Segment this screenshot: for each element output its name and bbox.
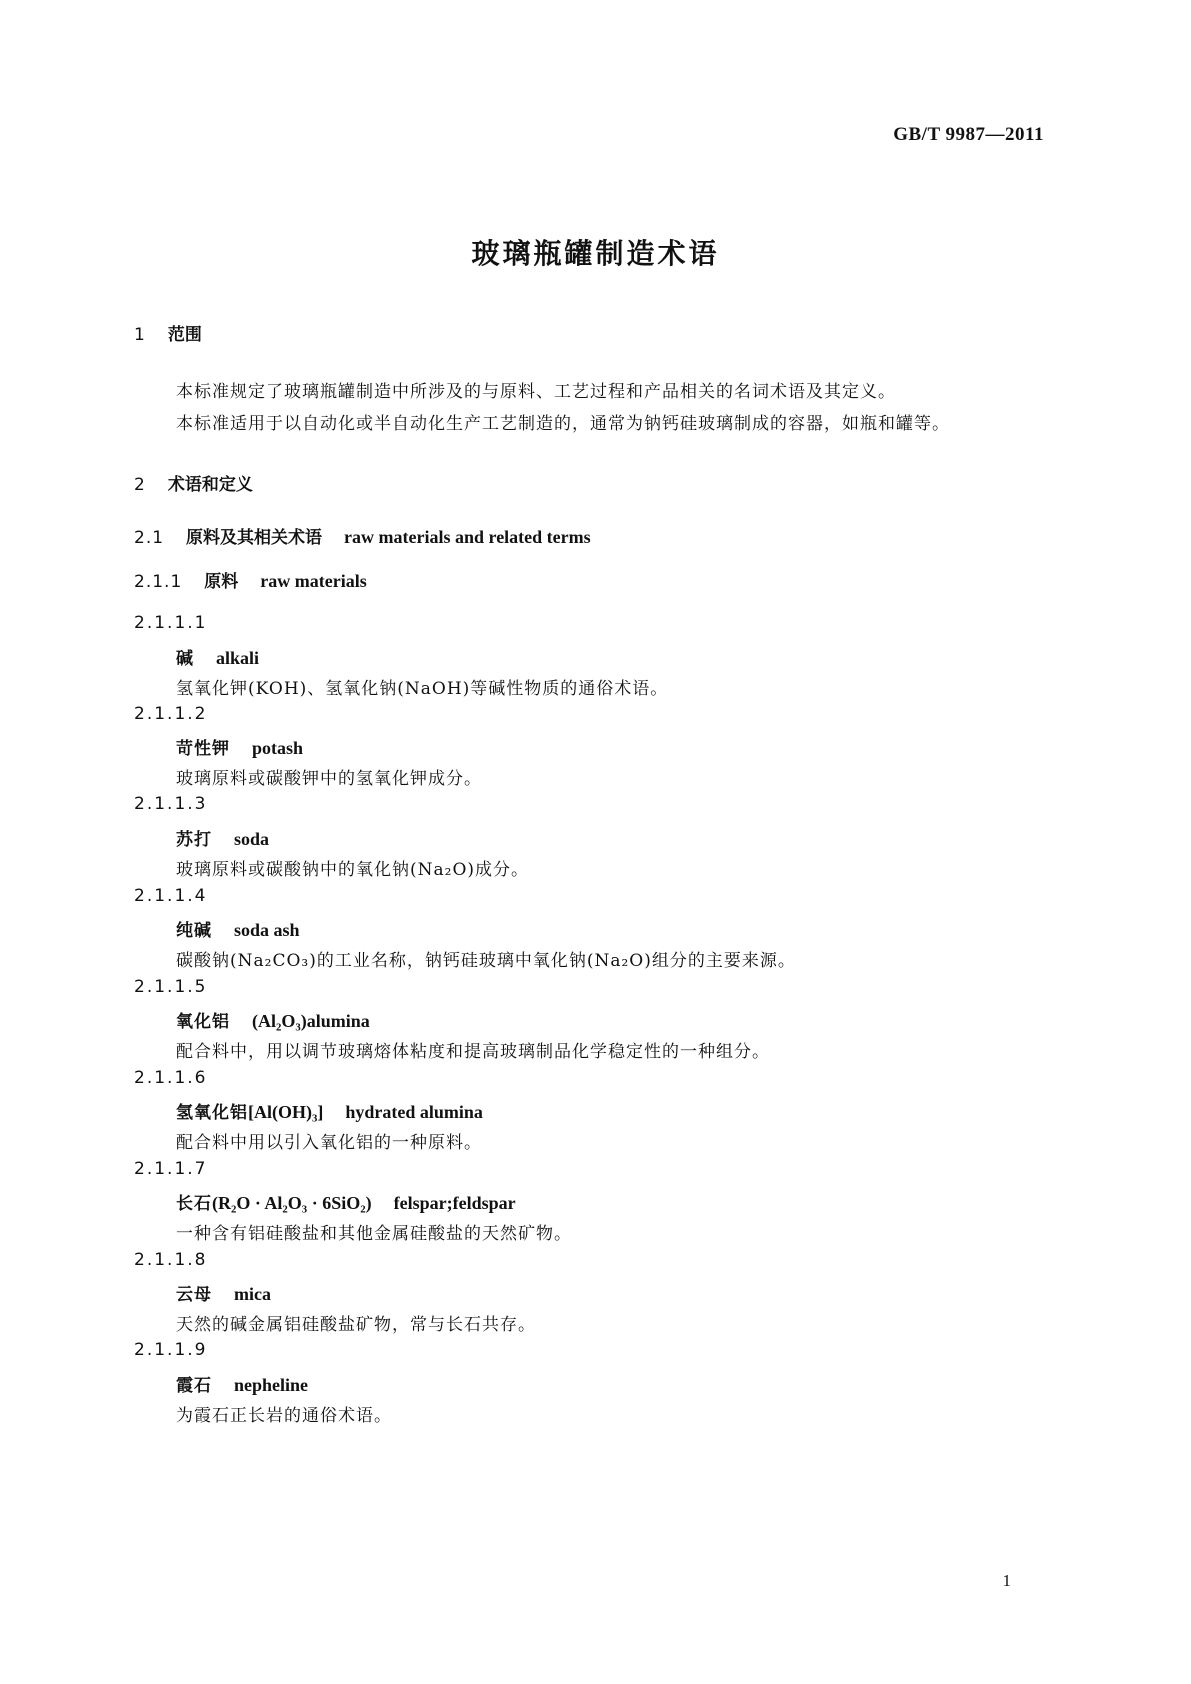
term-definition: 配合料中用以引入氧化铝的一种原料。: [176, 1133, 482, 1153]
section-1-heading: [134, 320, 202, 345]
term-name: [176, 1007, 370, 1032]
subsection-2-1-1-title-en: raw materials: [260, 571, 367, 591]
term-name-en: soda ash: [234, 920, 300, 940]
term-definition: 氢氧化钾(KOH)、氢氧化钠(NaOH)等碱性物质的通俗术语。: [176, 679, 669, 699]
section-2-title: 术语和定义: [167, 475, 253, 495]
document-title: 玻璃瓶罐制造术语: [471, 237, 720, 270]
term-number: 2.1.1.8: [134, 1250, 208, 1270]
term-name-zh: 霞石: [176, 1376, 212, 1396]
term-name: [176, 916, 300, 941]
term-name-en: (Al₂O₃)alumina: [252, 1011, 370, 1031]
term-name: [176, 1371, 308, 1396]
term-number: 2.1.1.1: [134, 613, 208, 633]
standard-code: GB/T 9987—2011: [893, 124, 1044, 145]
term-definition: 碳酸钠(Na₂CO₃)的工业名称，钠钙硅玻璃中氧化钠(Na₂O)组分的主要来源。: [176, 951, 796, 971]
term-number: 2.1.1.2: [134, 704, 208, 724]
term-name-zh: 纯碱: [176, 921, 212, 941]
term-name-zh: 氢氧化铝: [176, 1103, 248, 1123]
term-definition: 配合料中，用以调节玻璃熔体粘度和提高玻璃制品化学稳定性的一种组分。: [176, 1042, 770, 1062]
term-name-zh: 云母: [176, 1285, 212, 1305]
subsection-2-1-heading: [134, 523, 591, 548]
subsection-2-1-title-zh: 原料及其相关术语: [186, 528, 323, 548]
term-number: 2.1.1.5: [134, 977, 208, 997]
term-number: 2.1.1.9: [134, 1340, 208, 1360]
term-name-en: felspar;feldspar: [393, 1193, 516, 1213]
term-name-zh: 苛性钾: [176, 739, 230, 759]
term-definition: 为霞石正长岩的通俗术语。: [176, 1406, 392, 1426]
term-definition: 玻璃原料或碳酸钠中的氧化钠(Na₂O)成分。: [176, 860, 530, 880]
scope-paragraph-2: 本标准适用于以自动化或半自动化生产工艺制造的，通常为钠钙硅玻璃制成的容器，如瓶和罐等。: [176, 414, 950, 434]
term-name: [176, 1189, 516, 1214]
term-name-zh: 长石: [176, 1194, 212, 1214]
term-name-en: soda: [234, 829, 270, 849]
term-name-zh: 苏打: [176, 830, 212, 850]
term-name-zh: 碱: [176, 649, 194, 669]
subsection-2-1-number: 2.1: [134, 528, 165, 548]
term-number: 2.1.1.7: [134, 1159, 208, 1179]
section-2-heading: [134, 470, 253, 495]
term-name: [176, 734, 303, 759]
term-name-en: hydrated alumina: [345, 1102, 483, 1122]
scope-paragraph-1: 本标准规定了玻璃瓶罐制造中所涉及的与原料、工艺过程和产品相关的名词术语及其定义。: [176, 382, 896, 402]
section-1-title: 范围: [167, 325, 202, 345]
subsection-2-1-title-en: raw materials and related terms: [344, 527, 591, 547]
section-1-number: 1: [134, 325, 146, 345]
page-number: 1: [1002, 1571, 1011, 1590]
term-name-zh: 氧化铝: [176, 1012, 230, 1032]
subsection-2-1-1-heading: [134, 567, 367, 592]
term-name-en: mica: [234, 1284, 271, 1304]
subsection-2-1-1-title-zh: 原料: [204, 572, 239, 592]
term-number: 2.1.1.3: [134, 794, 208, 814]
term-definition: 玻璃原料或碳酸钾中的氢氧化钾成分。: [176, 769, 482, 789]
term-definition: 天然的碱金属铝硅酸盐矿物，常与长石共存。: [176, 1315, 536, 1335]
term-name-en: nepheline: [234, 1375, 309, 1395]
section-2-number: 2: [134, 475, 146, 495]
term-name: [176, 644, 259, 669]
subsection-2-1-1-number: 2.1.1: [134, 572, 183, 592]
term-name: [176, 1098, 483, 1123]
term-name-en: alkali: [216, 648, 260, 668]
term-definition: 一种含有铝硅酸盐和其他金属硅酸盐的天然矿物。: [176, 1224, 572, 1244]
term-name: [176, 1280, 271, 1305]
term-number: 2.1.1.6: [134, 1068, 208, 1088]
term-formula: [Al(OH)₃]: [248, 1102, 324, 1122]
term-number: 2.1.1.4: [134, 886, 208, 906]
term-name: [176, 825, 269, 850]
term-formula: (R₂O · Al₂O₃ · 6SiO₂): [212, 1193, 372, 1213]
term-name-en: potash: [252, 738, 304, 758]
